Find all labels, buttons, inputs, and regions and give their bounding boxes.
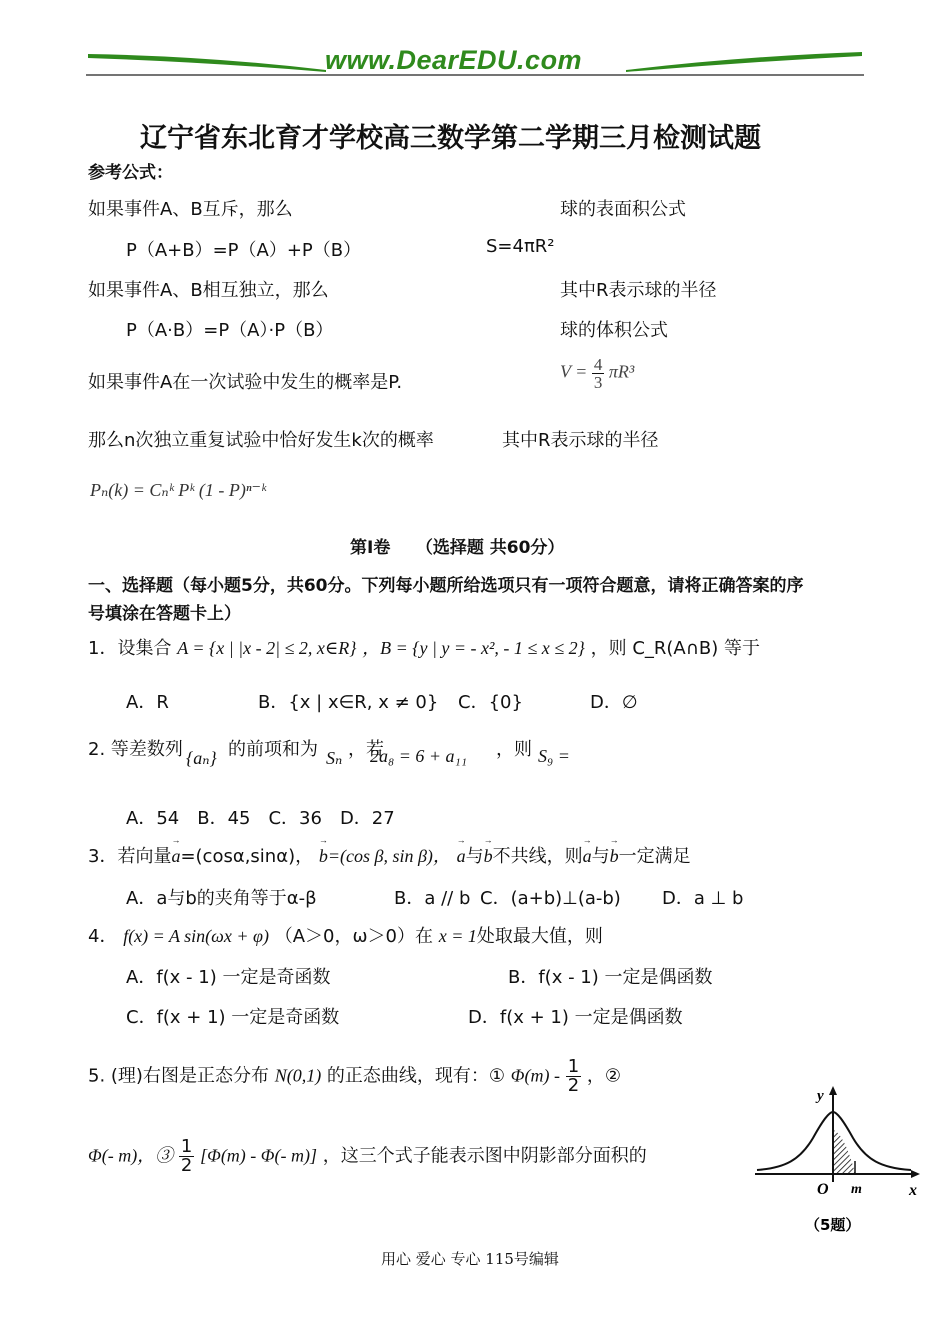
q3-option-d[interactable]: D．a ⊥ b bbox=[662, 888, 744, 909]
q5-expr2: Φ(- m)，③ bbox=[88, 1145, 174, 1166]
q5-half-2-num: 1 bbox=[180, 1136, 193, 1157]
q4-option-d[interactable]: D．f(x + 1) 一定是偶函数 bbox=[468, 1007, 683, 1028]
page-footer: 用心 爱心 专心 115号编辑 bbox=[381, 1250, 559, 1268]
formula-left-6: 那么n次独立重复试验中恰好发生k次的概率 bbox=[88, 430, 434, 451]
q2-sn: Sₙ bbox=[326, 748, 343, 768]
q4-condition: （A＞0，ω＞0）在 bbox=[274, 926, 433, 947]
question-3 bbox=[88, 842, 691, 868]
q4-tail: 处取最大值，则 bbox=[476, 926, 603, 947]
q5-expr1: Φ(m) - bbox=[510, 1065, 560, 1086]
question-4 bbox=[88, 922, 603, 948]
formula-left-3: 如果事件A、B相互独立，那么 bbox=[88, 280, 329, 301]
q3-option-a[interactable]: A．a与b的夹角等于α-β bbox=[126, 888, 317, 909]
q1-option-c[interactable]: C．{0} bbox=[458, 692, 523, 713]
y-axis-label: y bbox=[817, 1088, 824, 1104]
q1-option-a[interactable]: A．R bbox=[126, 692, 169, 713]
q2-sequence: {aₙ} bbox=[186, 748, 217, 768]
volume-lhs: V = bbox=[560, 361, 588, 382]
formula-right-4: 球的体积公式 bbox=[560, 320, 668, 341]
q3-vector-b-2: → b bbox=[484, 846, 493, 867]
q2-mid: 的前项和为 bbox=[228, 739, 318, 760]
sphere-volume-formula bbox=[560, 356, 634, 391]
q3-option-c[interactable]: C．(a+b)⊥(a-b) bbox=[480, 888, 621, 909]
q3-a-def: =(cosα,sinα)， bbox=[180, 846, 314, 867]
q5-mid: 的正态曲线，现有：① bbox=[326, 1065, 506, 1087]
formula-right-1: 球的表面积公式 bbox=[560, 199, 686, 220]
volume-numerator: 4 bbox=[593, 355, 603, 374]
q3-stem: 3．若向量 bbox=[88, 846, 172, 867]
q1-stem: 1．设集合 bbox=[88, 638, 172, 659]
q4-option-b[interactable]: B．f(x - 1) 一定是偶函数 bbox=[508, 967, 713, 988]
q3-tail: 一定满足 bbox=[618, 846, 691, 867]
q3-option-b[interactable]: B．a // b bbox=[394, 888, 471, 909]
q1-tail: ，则 C_R(A∩B) 等于 bbox=[590, 638, 761, 659]
q5-half-1-num: 1 bbox=[567, 1056, 580, 1077]
formula-left-4: P（A·B）=P（A）·P（B） bbox=[126, 320, 334, 341]
normal-curve-svg bbox=[745, 1078, 930, 1244]
question-1 bbox=[88, 634, 760, 660]
q3-condition: 不共线，则 bbox=[492, 846, 583, 867]
binomial-formula: Pₙ(k) = Cₙᵏ Pᵏ (1 - P)ⁿ⁻ᵏ bbox=[90, 480, 267, 500]
section-title: 第Ⅰ卷 （选择题 共60分） bbox=[350, 538, 565, 558]
q3-and: 与 bbox=[465, 846, 484, 867]
x-axis-arrow bbox=[911, 1170, 920, 1178]
part1-heading-line1: 一、选择题（每小题5分，共60分。下列每小题所给选项只有一项符合题意，请将正确答案的序 bbox=[88, 576, 804, 596]
q4-stem: 4． bbox=[88, 926, 118, 947]
q5-circ2: ，② bbox=[586, 1065, 622, 1087]
q5-half-1 bbox=[566, 1058, 581, 1095]
q2-stem: 2. 等差数列 bbox=[88, 739, 183, 760]
q5-tail: ，这三个式子能表示图中阴影部分面积的 bbox=[322, 1145, 647, 1167]
q5-half-1-den: 2 bbox=[567, 1075, 580, 1096]
formula-right-2: S=4πR² bbox=[486, 236, 555, 257]
q3-and-2: 与 bbox=[591, 846, 610, 867]
formula-right-3: 其中R表示球的半径 bbox=[560, 280, 717, 301]
banner-left-swoosh bbox=[88, 54, 326, 72]
q3-vector-a-2: → a bbox=[457, 846, 466, 867]
formula-left-1: 如果事件A、B互斥，那么 bbox=[88, 199, 293, 220]
q2-condition: 2a₈ = 6 + a₁₁ bbox=[370, 746, 468, 766]
q3-vector-b-3: → b bbox=[610, 846, 619, 867]
x-axis-label: x bbox=[909, 1182, 917, 1199]
q3-vector-a-3: → a bbox=[583, 846, 592, 867]
q5-half-2-den: 2 bbox=[180, 1155, 193, 1176]
q4-option-a[interactable]: A．f(x - 1) 一定是奇函数 bbox=[126, 967, 331, 988]
volume-fraction bbox=[592, 356, 605, 391]
formula-right-5: 其中R表示球的半径 bbox=[502, 430, 659, 451]
q2-s9: S₉ = bbox=[538, 746, 570, 766]
q5-expr3: [Φ(m) - Φ(- m)] bbox=[200, 1145, 317, 1166]
y-axis-arrow bbox=[829, 1086, 837, 1095]
part1-heading-line2: 号填涂在答题卡上） bbox=[88, 604, 241, 624]
q4-function: f(x) = A sin(ωx + φ) bbox=[123, 926, 269, 946]
m-label: m bbox=[851, 1182, 862, 1197]
q5-stem: 5. (理)右图是正态分布 bbox=[88, 1065, 269, 1087]
q1-option-b[interactable]: B．{x | x∈R, x ≠ 0} bbox=[258, 692, 439, 713]
q1-option-d[interactable]: D．∅ bbox=[590, 692, 638, 713]
formula-left-2: P（A+B）=P（A）+P（B） bbox=[126, 240, 362, 261]
q2-options[interactable]: A．54 B．45 C．36 D．27 bbox=[126, 808, 395, 829]
volume-rhs: πR³ bbox=[608, 361, 635, 382]
figure-caption: （5题） bbox=[805, 1216, 861, 1234]
question-5-line2 bbox=[88, 1138, 647, 1175]
formulas-heading: 参考公式： bbox=[88, 163, 173, 183]
origin-label: O bbox=[817, 1181, 829, 1198]
q4-option-c[interactable]: C．f(x + 1) 一定是奇函数 bbox=[126, 1007, 340, 1028]
q1-set-b: ，B = {y | y = - x², - 1 ≤ x ≤ 2} bbox=[362, 638, 585, 658]
formula-left-5: 如果事件A在一次试验中发生的概率是P. bbox=[88, 372, 403, 393]
q2-then: ，则 bbox=[496, 739, 532, 760]
q3-vector-b: → b bbox=[319, 846, 328, 867]
q4-x-value: x = 1 bbox=[438, 926, 477, 946]
page-title: 辽宁省东北育才学校高三数学第二学期三月检测试题 bbox=[140, 123, 761, 154]
q5-n01: N(0,1) bbox=[274, 1065, 322, 1086]
q2-cond-pre: ，若 bbox=[348, 739, 384, 760]
q1-set-a: A = {x | |x - 2| ≤ 2, x∈R} bbox=[177, 638, 357, 658]
banner-right-swoosh bbox=[626, 52, 862, 72]
q5-half-2 bbox=[179, 1138, 194, 1175]
q3-b-def: =(cos β, sin β)， bbox=[327, 846, 451, 866]
volume-denominator: 3 bbox=[593, 373, 603, 392]
q3-vector-a: → a bbox=[171, 846, 180, 867]
question-5-line1 bbox=[88, 1058, 621, 1095]
banner-logo-text[interactable]: www.DearEDU.com bbox=[325, 45, 583, 75]
